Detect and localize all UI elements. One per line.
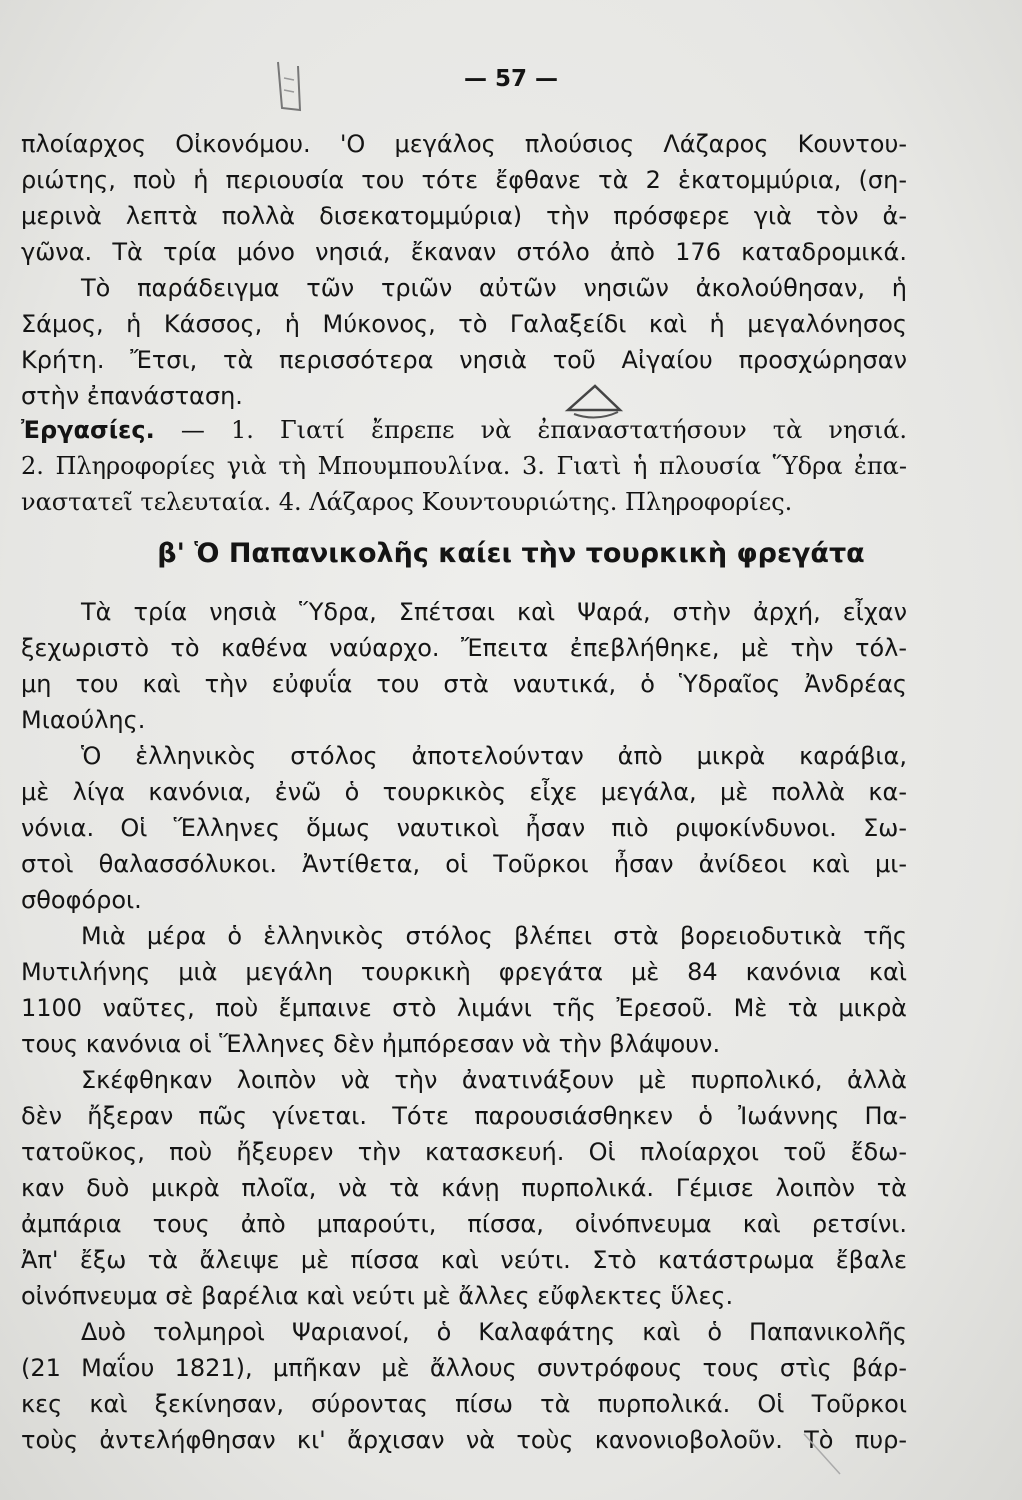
body-line: τατοῦκος, ποὺ ἤξευρεν τὴν κατασκευή. Οἱ πλοίαρχοι τοῦ ἔδω- <box>21 1138 907 1166</box>
intro-line: στὴν ἐπανάσταση. <box>21 382 243 410</box>
body-line: δὲν ἤξεραν πῶς γίνεται. Τότε παρουσιάσθηκεν ὁ Ἰωάννης Πα- <box>21 1102 907 1130</box>
body-line: Δυὸ τολμηροὶ Ψαριανοί, ὁ Καλαφάτης καὶ ὁ Παπανικολῆς <box>81 1318 907 1346</box>
intro-line: γῶνα. Τὰ τρία μόνο νησιά, ἔκαναν στόλο ἀπὸ 176 καταδρομικά. <box>21 238 907 266</box>
body-line: (21 Μαΐου 1821), μπῆκαν μὲ ἄλλους συντρόφους τους στὶς βάρ- <box>21 1354 907 1382</box>
body-line: οἰνόπνευμα σὲ βαρέλια καὶ νεύτι μὲ ἄλλες εὔφλεκτες ὕλες. <box>21 1282 734 1310</box>
body-line: ἀμπάρια τους ἀπὸ μπαρούτι, πίσσα, οἰνόπνευμα καὶ ρετσίνι. <box>21 1210 907 1238</box>
body-line: Μιαούλης. <box>21 706 146 734</box>
body-line: νόνια. Οἱ Ἕλληνες ὅμως ναυτικοὶ ἦσαν πιὸ ριψοκίνδυνοι. Σω- <box>21 814 907 842</box>
body-line: Σκέφθηκαν λοιπὸν νὰ τὴν ἀνατινάξουν μὲ πυρπολικό, ἀλλὰ <box>81 1066 907 1094</box>
exercises-line-1 <box>21 412 907 448</box>
section-title: β' Ὁ Παπανικολῆς καίει τὴν τουρκικὴ φρεγάτα <box>157 538 865 569</box>
body-line: Μιὰ μέρα ὁ ἑλληνικὸς στόλος βλέπει στὰ βορειοδυτικὰ τῆς <box>81 922 907 950</box>
intro-line: ριώτης, ποὺ ἡ περιουσία του τότε ἔφθανε τὰ 2 ἑκατομμύρια, (ση- <box>21 166 907 194</box>
intro-line: πλοίαρχος Οἰκονόμου. 'Ο μεγάλος πλούσιος Λάζαρος Κουντου- <box>21 130 907 158</box>
body-text <box>21 594 907 1458</box>
body-line: Ὁ ἑλληνικὸς στόλος ἀποτελούνταν ἀπὸ μικρὰ καράβια, <box>81 742 907 770</box>
exercises-line-2: 2. Πληροφορίες γιὰ τὴ Μπουμπουλίνα. 3. Γιατὶ ἡ πλουσία Ὕδρα ἐπα- <box>21 452 907 480</box>
body-line: Μυτιλήνης μιὰ μεγάλη τουρκικὴ φρεγάτα μὲ 84 κανόνια καὶ <box>21 958 907 986</box>
body-line: κες καὶ ξεκίνησαν, σύροντας πίσω τὰ πυρπολικά. Οἱ Τοῦρκοι <box>21 1390 907 1418</box>
body-line: καν δυὸ μικρὰ πλοῖα, νὰ τὰ κάνῃ πυρπολικά. Γέμισε λοιπὸν τὰ <box>21 1174 907 1202</box>
body-line: Τὰ τρία νησιὰ Ὕδρα, Σπέτσαι καὶ Ψαρά, στὴν ἀρχή, εἶχαν <box>81 598 907 626</box>
body-line: τους κανόνια οἱ Ἕλληνες δὲν ἠμπόρεσαν νὰ τὴν βλάψουν. <box>21 1030 721 1058</box>
body-line: μὲ λίγα κανόνια, ἐνῶ ὁ τουρκικὸς εἶχε μεγάλα, μὲ πολλὰ κα- <box>21 778 907 806</box>
exercises-block <box>21 412 907 520</box>
body-line: ξεχωριστὸ τὸ καθένα ναύαρχο. Ἔπειτα ἐπεβλήθηκε, μὲ τὴν τόλ- <box>21 634 907 662</box>
scratch-mark <box>800 1430 860 1480</box>
page-number: — 57 — <box>463 66 559 92</box>
exercises-line-3: ναστατεῖ τελευταία. 4. Λάζαρος Κουντουριώτης. Πληροφορίες. <box>21 488 793 516</box>
intro-line: Τὸ παράδειγμα τῶν τριῶν αὐτῶν νησιῶν ἀκολούθησαν, ἡ <box>81 274 907 302</box>
body-line: σθοφόροι. <box>21 886 142 914</box>
body-line: 1100 ναῦτες, ποὺ ἔμπαινε στὸ λιμάνι τῆς Ἐρεσοῦ. Μὲ τὰ μικρὰ <box>21 994 907 1022</box>
body-line: τοὺς ἀντελήφθησαν κι' ἄρχισαν νὰ τοὺς κανονιοβολοῦν. Τὸ πυρ- <box>21 1426 907 1454</box>
exercises-text-1: — 1. Γιατί ἔπρεπε νὰ ἐπαναστατήσουν τὰ νησιά. <box>180 416 907 444</box>
exercises-label: Ἐργασίες. <box>21 416 155 444</box>
body-line: μη του καὶ τὴν εὐφυΐα του στὰ ναυτικά, ὁ Ὑδραῖος Ἀνδρέας <box>21 670 907 698</box>
intro-paragraph <box>21 126 907 414</box>
intro-line: μερινὰ λεπτὰ πολλὰ δισεκατομμύρια) τὴν πρόσφερε γιὰ τὸν ἀ- <box>21 202 907 230</box>
intro-line: Κρήτη. Ἔτσι, τὰ περισσότερα νησιὰ τοῦ Αἰγαίου προσχώρησαν <box>21 346 907 374</box>
body-line: στοὶ θαλασσόλυκοι. Ἀντίθετα, οἱ Τοῦρκοι ἦσαν ἀνίδεοι καὶ μι- <box>21 850 907 878</box>
body-line: Ἀπ' ἔξω τὰ ἄλειψε μὲ πίσσα καὶ νεύτι. Στὸ κατάστρωμα ἔβαλε <box>21 1246 907 1274</box>
intro-line: Σάμος, ἡ Κάσσος, ἡ Μύκονος, τὸ Γαλαξείδι καὶ ἡ μεγαλόνησος <box>21 310 907 338</box>
